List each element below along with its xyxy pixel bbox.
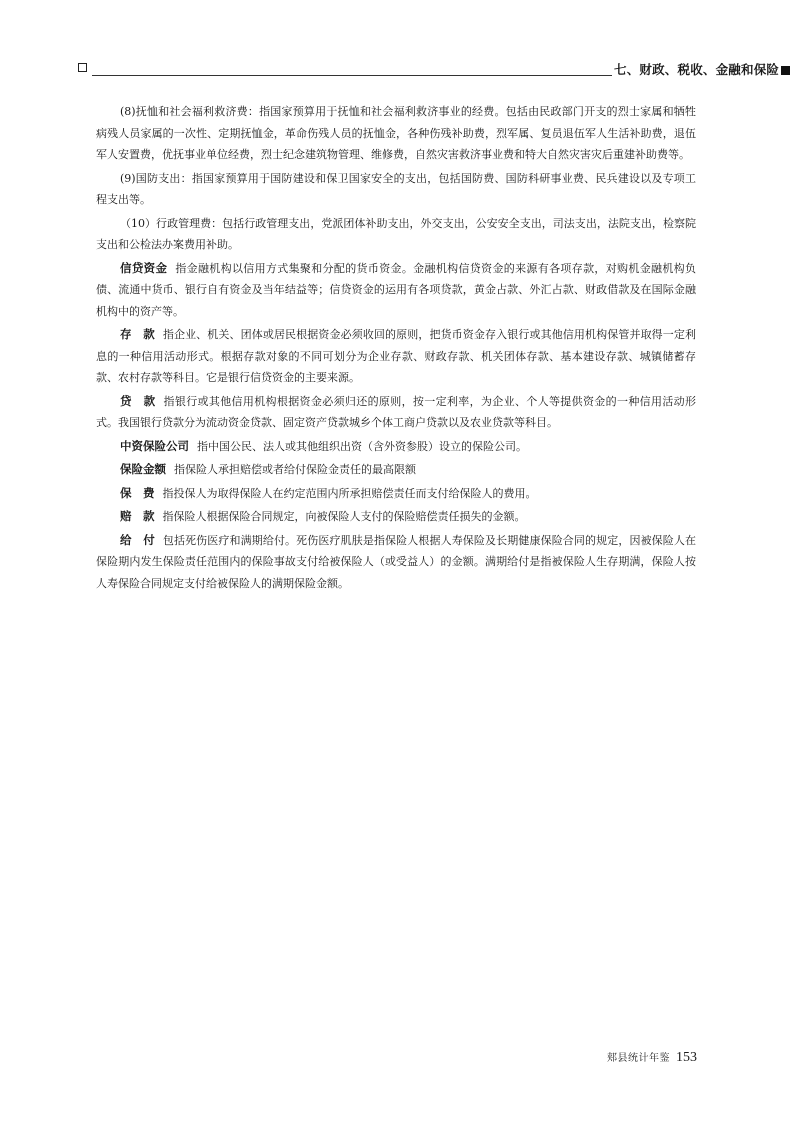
entry-term: 中资保险公司 [120,438,189,453]
header-square-icon [78,63,87,72]
publication-name: 郏县统计年鉴 [607,1053,670,1064]
body-text [96,101,696,596]
section-title: 七、财政、税收、金融和保险 [614,60,790,78]
entry-paragraph [96,168,696,211]
entry-paragraph [96,213,696,256]
entry-paragraph [96,436,696,458]
entry-paragraph [96,324,696,389]
entry-text: 指金融机构以信用方式集聚和分配的货币资金。金融机构信贷资金的来源有各项存款，对购机金融机构负债、流通中货币、银行自有资金及当年结益等；信贷资金的运用有各项贷款，黄金占款、外汇占款、财政借款及在国际金融机构中的资产等。 [96,261,697,318]
entry-text: (9)国防支出：指国家预算用于国防建设和保卫国家安全的支出，包括国防费、国防科研事业费、民兵建设以及专项工程支出等。 [96,171,696,206]
entry-text: 指银行或其他信用机构根据资金必须归还的原则，按一定利率，为企业、个人等提供资金的一种信用活动形式。我国银行贷款分为流动资金贷款、固定资产贷款城乡个体工商户贷款以及农业贷款等科目。 [96,394,697,429]
entry-paragraph [96,101,696,166]
page-footer [607,1046,697,1066]
entry-term: 信贷资金 [120,260,168,275]
entry-text: 指投保人为取得保险人在约定范围内所承担赔偿责任而支付给保险人的费用。 [162,486,537,500]
entry-paragraph [96,258,696,323]
entry-text: 指保险人根据保险合同规定，向被保险人支付的保险赔偿责任损失的金额。 [162,510,526,523]
entry-text: 指企业、机关、团体或居民根据资金必须收回的原则，把货币资金存入银行或其他信用机构保管并取得一定利息的一种信用活动形式。根据存款对象的不同可划分为企业存款、财政存款、机关团体存款、基本建设存款、城镇储蓄存款、农村存款等科目。它是银行信贷资金的主要来源。 [96,328,697,384]
entry-term: 贷 款 [120,393,156,408]
entry-text: 指中国公民、法人或其他组织出资（含外资参股）设立的保险公司。 [197,439,527,453]
entry-paragraph [96,530,696,595]
filled-square-icon [781,66,790,75]
entry-text: （10）行政管理费：包括行政管理支出，党派团体补助支出，外交支出，公安安全支出，司法支出，法院支出，检察院支出和公检法办案费用补助。 [96,216,696,251]
entry-term: 赔 款 [120,509,155,523]
entry-paragraph [96,459,696,481]
header-rule [92,75,612,76]
entry-text: (8)抚恤和社会福利救济费：指国家预算用于抚恤和社会福利救济事业的经费。包括由民政部门开支的烈士家属和牺牲病残人员家属的一次性、定期抚恤金，革命伤残人员的抚恤金，各种伤残补助费，烈军属、复员退伍军人生活补助费，退伍军人安置费，优抚事业单位经费，烈士纪念建筑物管理、维修费，自然灾害救济事业费和特大自然灾害灾后重建补助费等。 [96,105,696,161]
entry-term: 保 费 [120,485,155,500]
entry-term: 给 付 [120,532,155,547]
page-header [78,60,780,80]
entry-term: 存 款 [120,327,155,341]
entry-paragraph [96,506,696,528]
entry-term: 保险金额 [120,462,166,476]
entry-text: 指保险人承担赔偿或者给付保险金责任的最高限额 [174,463,416,476]
entry-text: 包括死伤医疗和满期给付。死伤医疗肌肤是指保险人根据人寿保险及长期健康保险合同的规定，因被保险人在保险期内发生保险责任范围内的保险事故支付给被保险人（或受益人）的金额。满期给付是指被保险人生存期满，保险人按人寿保险合同规定支付给被保险人的满期保险金额。 [96,533,697,590]
entry-paragraph [96,483,696,505]
page-number: 153 [676,1050,697,1065]
entry-paragraph [96,391,696,434]
